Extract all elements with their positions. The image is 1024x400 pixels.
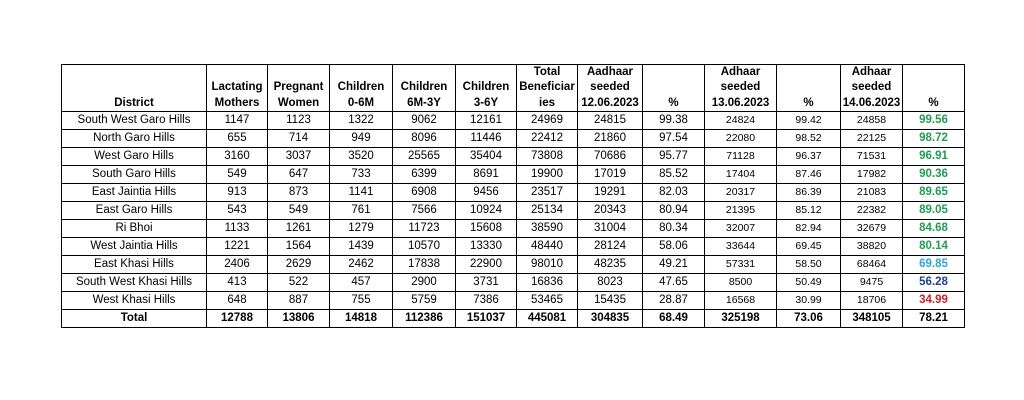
- cell-pct-1306: 98.52: [777, 130, 841, 148]
- cell-c6m3y: 6399: [393, 166, 456, 184]
- cell-pct-1206: 80.94: [643, 202, 705, 220]
- cell-pct-1306: 82.94: [777, 220, 841, 238]
- cell-seeded-1406: 22382: [841, 202, 903, 220]
- cell-district: Ri Bhoi: [62, 220, 207, 238]
- cell-c06m: 755: [330, 292, 393, 310]
- cell-seeded-1206: 21860: [578, 130, 643, 148]
- cell-seeded-1406: 18706: [841, 292, 903, 310]
- column-header-adhaar-seeded-13-06: [705, 65, 777, 112]
- cell-seeded-1306: 16568: [705, 292, 777, 310]
- header-line: Total: [533, 65, 561, 78]
- cell-pregnant: 1564: [268, 238, 330, 256]
- cell-total: 53465: [517, 292, 578, 310]
- cell-seeded-1206: 24815: [578, 112, 643, 130]
- cell-lactating: 1221: [207, 238, 268, 256]
- cell-c6m3y: 17838: [393, 256, 456, 274]
- cell-district: West Jaintia Hills: [62, 238, 207, 256]
- cell-c36y: 35404: [456, 148, 517, 166]
- header-line: Aadhaar: [586, 65, 634, 78]
- cell-pct-1406: 80.14: [903, 238, 965, 256]
- cell-pct-1206: 28.87: [643, 292, 705, 310]
- cell-pregnant: 13806: [268, 310, 330, 328]
- cell-pct-1206: 58.06: [643, 238, 705, 256]
- cell-pregnant: 714: [268, 130, 330, 148]
- table-row: [62, 220, 965, 238]
- cell-c06m: 1141: [330, 184, 393, 202]
- header-line: seeded: [720, 81, 761, 93]
- header-line: 12.06.2023: [581, 96, 639, 109]
- cell-seeded-1206: 28124: [578, 238, 643, 256]
- cell-c36y: 7386: [456, 292, 517, 310]
- cell-lactating: 3160: [207, 148, 268, 166]
- cell-pct-1406: 90.36: [903, 166, 965, 184]
- cell-pct-1306: 50.49: [777, 274, 841, 292]
- cell-seeded-1406: 32679: [841, 220, 903, 238]
- cell-seeded-1206: 8023: [578, 274, 643, 292]
- cell-seeded-1306: 57331: [705, 256, 777, 274]
- cell-pct-1406: 84.68: [903, 220, 965, 238]
- cell-c06m: 1322: [330, 112, 393, 130]
- header-line: Children: [400, 81, 448, 93]
- cell-c36y: 10924: [456, 202, 517, 220]
- cell-seeded-1306: 71128: [705, 148, 777, 166]
- header-line: Adhaar: [720, 65, 761, 78]
- column-header-aadhaar-seeded-12-06: [578, 65, 643, 112]
- column-header-children-0-6m: [330, 65, 393, 112]
- cell-seeded-1406: 21083: [841, 184, 903, 202]
- header-line: seeded: [851, 81, 892, 93]
- cell-c6m3y: 5759: [393, 292, 456, 310]
- cell-pregnant: 1261: [268, 220, 330, 238]
- cell-c6m3y: 6908: [393, 184, 456, 202]
- cell-district: South Garo Hills: [62, 166, 207, 184]
- cell-pct-1406: 89.05: [903, 202, 965, 220]
- cell-pct-1406: 34.99: [903, 292, 965, 310]
- cell-district: West Khasi Hills: [62, 292, 207, 310]
- header-line: Women: [277, 96, 320, 109]
- cell-total: 19900: [517, 166, 578, 184]
- column-header-pct-12-06: [643, 65, 705, 112]
- column-header-children-6m-3y: [393, 65, 456, 112]
- cell-seeded-1406: 38820: [841, 238, 903, 256]
- cell-total: 24969: [517, 112, 578, 130]
- cell-pct-1406: 89.65: [903, 184, 965, 202]
- column-header-pregnant-women: [268, 65, 330, 112]
- cell-pct-1206: 68.49: [643, 310, 705, 328]
- header-line: Children: [337, 81, 385, 93]
- column-header-total-beneficiaries: [517, 65, 578, 112]
- header-line: Pregnant: [273, 81, 324, 93]
- cell-pct-1206: 80.34: [643, 220, 705, 238]
- header-line: Children: [462, 81, 510, 93]
- cell-c36y: 12161: [456, 112, 517, 130]
- cell-c06m: 949: [330, 130, 393, 148]
- cell-pct-1306: 99.42: [777, 112, 841, 130]
- cell-pct-1306: 58.50: [777, 256, 841, 274]
- cell-c6m3y: 7566: [393, 202, 456, 220]
- cell-c6m3y: 25565: [393, 148, 456, 166]
- cell-seeded-1306: 22080: [705, 130, 777, 148]
- cell-total: 38590: [517, 220, 578, 238]
- column-header-lactating-mothers: [207, 65, 268, 112]
- cell-seeded-1306: 21395: [705, 202, 777, 220]
- cell-c36y: 9456: [456, 184, 517, 202]
- cell-seeded-1206: 15435: [578, 292, 643, 310]
- cell-seeded-1406: 68464: [841, 256, 903, 274]
- cell-pct-1306: 85.12: [777, 202, 841, 220]
- cell-seeded-1206: 48235: [578, 256, 643, 274]
- cell-district: Total: [62, 310, 207, 328]
- cell-c36y: 8691: [456, 166, 517, 184]
- cell-total: 16836: [517, 274, 578, 292]
- cell-seeded-1206: 17019: [578, 166, 643, 184]
- cell-seeded-1306: 20317: [705, 184, 777, 202]
- cell-c06m: 14818: [330, 310, 393, 328]
- table-row: [62, 238, 965, 256]
- cell-c06m: 457: [330, 274, 393, 292]
- table-row: [62, 202, 965, 220]
- cell-lactating: 1133: [207, 220, 268, 238]
- column-header-pct-14-06: [903, 65, 965, 112]
- cell-seeded-1406: 71531: [841, 148, 903, 166]
- table-row: [62, 112, 965, 130]
- cell-c6m3y: 11723: [393, 220, 456, 238]
- cell-c06m: 1439: [330, 238, 393, 256]
- cell-district: East Khasi Hills: [62, 256, 207, 274]
- cell-c36y: 13330: [456, 238, 517, 256]
- cell-total: 48440: [517, 238, 578, 256]
- header-line: Beneficiar: [519, 81, 575, 93]
- cell-total: 73808: [517, 148, 578, 166]
- cell-seeded-1206: 31004: [578, 220, 643, 238]
- cell-pct-1406: 69.85: [903, 256, 965, 274]
- cell-seeded-1306: 17404: [705, 166, 777, 184]
- cell-pregnant: 549: [268, 202, 330, 220]
- cell-district: West Garo Hills: [62, 148, 207, 166]
- cell-seeded-1206: 19291: [578, 184, 643, 202]
- cell-seeded-1206: 304835: [578, 310, 643, 328]
- table-row: [62, 130, 965, 148]
- cell-pct-1306: 69.45: [777, 238, 841, 256]
- cell-lactating: 543: [207, 202, 268, 220]
- cell-c06m: 1279: [330, 220, 393, 238]
- header-row: [62, 65, 965, 112]
- header-line: %: [668, 96, 679, 109]
- header-line: Mothers: [214, 96, 260, 109]
- cell-total: 25134: [517, 202, 578, 220]
- column-header-children-3-6y: [456, 65, 517, 112]
- cell-lactating: 549: [207, 166, 268, 184]
- cell-lactating: 1147: [207, 112, 268, 130]
- cell-c36y: 151037: [456, 310, 517, 328]
- cell-pct-1206: 95.77: [643, 148, 705, 166]
- cell-pct-1306: 73.06: [777, 310, 841, 328]
- cell-seeded-1306: 8500: [705, 274, 777, 292]
- cell-pregnant: 2629: [268, 256, 330, 274]
- cell-pct-1406: 98.72: [903, 130, 965, 148]
- cell-pregnant: 1123: [268, 112, 330, 130]
- cell-seeded-1406: 24858: [841, 112, 903, 130]
- column-header-adhaar-seeded-14-06: [841, 65, 903, 112]
- cell-c06m: 3520: [330, 148, 393, 166]
- table-row: [62, 148, 965, 166]
- table-row: [62, 256, 965, 274]
- cell-pct-1406: 99.56: [903, 112, 965, 130]
- cell-pregnant: 3037: [268, 148, 330, 166]
- table-row: [62, 274, 965, 292]
- cell-pct-1206: 85.52: [643, 166, 705, 184]
- cell-seeded-1406: 17982: [841, 166, 903, 184]
- cell-pregnant: 887: [268, 292, 330, 310]
- cell-lactating: 12788: [207, 310, 268, 328]
- cell-c6m3y: 9062: [393, 112, 456, 130]
- cell-c36y: 11446: [456, 130, 517, 148]
- column-header-district: [62, 65, 207, 112]
- cell-district: East Garo Hills: [62, 202, 207, 220]
- header-line: %: [928, 96, 939, 109]
- header-line: 6M-3Y: [407, 96, 441, 109]
- cell-pct-1206: 47.65: [643, 274, 705, 292]
- header-line: 3-6Y: [473, 96, 499, 109]
- header-line: Adhaar: [851, 65, 892, 78]
- table-row: [62, 184, 965, 202]
- cell-pregnant: 522: [268, 274, 330, 292]
- cell-lactating: 648: [207, 292, 268, 310]
- district-aadhaar-table: [61, 64, 965, 328]
- cell-pct-1406: 96.91: [903, 148, 965, 166]
- column-header-pct-13-06: [777, 65, 841, 112]
- cell-c6m3y: 112386: [393, 310, 456, 328]
- cell-seeded-1406: 348105: [841, 310, 903, 328]
- cell-c06m: 761: [330, 202, 393, 220]
- cell-pregnant: 873: [268, 184, 330, 202]
- header-line: %: [803, 96, 814, 109]
- header-line: District: [114, 96, 154, 109]
- cell-seeded-1206: 70686: [578, 148, 643, 166]
- cell-pct-1206: 82.03: [643, 184, 705, 202]
- header-line: Lactating: [211, 81, 263, 93]
- cell-total: 23517: [517, 184, 578, 202]
- cell-pct-1206: 97.54: [643, 130, 705, 148]
- cell-pct-1406: 56.28: [903, 274, 965, 292]
- cell-lactating: 413: [207, 274, 268, 292]
- table-row: [62, 166, 965, 184]
- cell-lactating: 913: [207, 184, 268, 202]
- header-line: 13.06.2023: [711, 96, 770, 109]
- cell-seeded-1306: 32007: [705, 220, 777, 238]
- cell-seeded-1406: 22125: [841, 130, 903, 148]
- cell-c06m: 2462: [330, 256, 393, 274]
- cell-seeded-1206: 20343: [578, 202, 643, 220]
- cell-seeded-1306: 24824: [705, 112, 777, 130]
- header-line: seeded: [590, 81, 630, 93]
- cell-c36y: 15608: [456, 220, 517, 238]
- cell-pct-1306: 86.39: [777, 184, 841, 202]
- cell-seeded-1406: 9475: [841, 274, 903, 292]
- cell-pct-1306: 87.46: [777, 166, 841, 184]
- cell-pct-1206: 99.38: [643, 112, 705, 130]
- cell-total: 22412: [517, 130, 578, 148]
- total-row: [62, 310, 965, 328]
- header-line: 0-6M: [347, 96, 375, 109]
- cell-pregnant: 647: [268, 166, 330, 184]
- cell-c6m3y: 8096: [393, 130, 456, 148]
- cell-district: East Jaintia Hills: [62, 184, 207, 202]
- cell-c36y: 3731: [456, 274, 517, 292]
- cell-district: North Garo Hills: [62, 130, 207, 148]
- cell-c36y: 22900: [456, 256, 517, 274]
- cell-district: South West Khasi Hills: [62, 274, 207, 292]
- cell-total: 98010: [517, 256, 578, 274]
- cell-total: 445081: [517, 310, 578, 328]
- cell-pct-1306: 96.37: [777, 148, 841, 166]
- cell-district: South West Garo Hills: [62, 112, 207, 130]
- cell-pct-1306: 30.99: [777, 292, 841, 310]
- cell-pct-1206: 49.21: [643, 256, 705, 274]
- cell-seeded-1306: 33644: [705, 238, 777, 256]
- cell-lactating: 2406: [207, 256, 268, 274]
- header-line: 14.06.2023: [842, 96, 901, 109]
- cell-pct-1406: 78.21: [903, 310, 965, 328]
- header-line: ies: [539, 96, 555, 109]
- table-row: [62, 292, 965, 310]
- cell-c06m: 733: [330, 166, 393, 184]
- cell-seeded-1306: 325198: [705, 310, 777, 328]
- cell-c6m3y: 10570: [393, 238, 456, 256]
- cell-lactating: 655: [207, 130, 268, 148]
- cell-c6m3y: 2900: [393, 274, 456, 292]
